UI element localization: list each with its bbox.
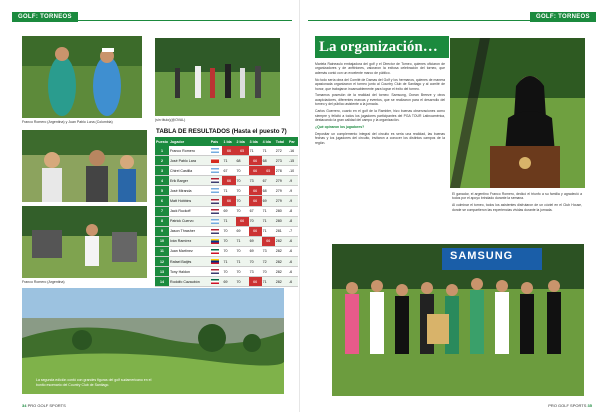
paragraph: Depositar un complemento integral del circuito es seria una realidad, las buenas fechas y los jugadores del circuito, invitaron a conocer los distintos campos de la región.	[315, 131, 445, 145]
table-cell-r3: 70	[249, 216, 262, 226]
country-flag	[210, 216, 223, 226]
table-cell-r3: 66	[249, 196, 262, 206]
table-cell-pos: 9	[155, 226, 169, 236]
table-header-row	[155, 137, 298, 146]
table-cell-r3: 69	[249, 246, 262, 256]
table-header-cell: Total	[275, 137, 288, 146]
table-cell-r4: 72	[262, 257, 275, 267]
table-cell-pos: 6	[155, 196, 169, 206]
table-header-cell: 3 Ida	[249, 137, 262, 146]
table-row	[155, 166, 298, 176]
table-cell-r2: 70	[236, 206, 249, 216]
flag-icon	[211, 188, 219, 193]
table-cell-name: Patrick Cuervo	[169, 216, 210, 226]
paragraph: Mariela Raineaulo embajadora del golf y el Director de Torneo, quienes oficiaron de organizadores y de anfitriones, valoraron la exitosa celebración del torneo, que además contó con un excelente marco de público.	[315, 62, 445, 75]
header-rule	[12, 20, 292, 21]
table-cell-r4: 67	[262, 176, 275, 186]
table-cell-pos: 14	[155, 277, 169, 287]
table-cell-r3: 69	[249, 236, 262, 246]
table-cell-pos: 1	[155, 146, 169, 156]
table-header-cell: País	[210, 137, 223, 146]
table-cell-total: 282	[275, 257, 288, 267]
country-flag	[210, 146, 223, 156]
table-cell-r3: 66	[249, 186, 262, 196]
country-flag	[210, 166, 223, 176]
table-cell-r2: 70	[236, 166, 249, 176]
table-cell-r4: 71	[262, 206, 275, 216]
table-cell-pos: 8	[155, 216, 169, 226]
table-cell-r1: 71	[222, 156, 235, 166]
table-cell-r2: 68	[236, 156, 249, 166]
table-cell-par: -6	[288, 257, 298, 267]
table-cell-r4: 71	[262, 277, 275, 287]
table-header-cell: 1 Ida	[222, 137, 235, 146]
table-cell-r1: 70	[222, 236, 235, 246]
table-cell-r2: 71	[236, 257, 249, 267]
table-cell-name: Matt Hobbins	[169, 196, 210, 206]
header-rule	[308, 20, 548, 21]
table-cell-r3: 71	[249, 146, 262, 156]
paragraph: El ganador, el argentino Franco Romero, dedicó el triunfo a su familia y agradeció a todos por el apoyo brindado durante la semana.	[452, 192, 582, 201]
table-cell-pos: 10	[155, 236, 169, 246]
table-cell-par: -9	[288, 186, 298, 196]
table-cell-total: 282	[275, 236, 288, 246]
table-cell-r4: 70	[262, 267, 275, 277]
table-cell-r2: 70	[236, 186, 249, 196]
table-cell-par: -8	[288, 216, 298, 226]
table-cell-r2: 70	[236, 246, 249, 256]
table-cell-r1: 67	[222, 166, 235, 176]
country-flag	[210, 257, 223, 267]
flag-icon	[211, 249, 219, 254]
table-cell-r1: 70	[222, 246, 235, 256]
table-cell-pos: 4	[155, 176, 169, 186]
table-cell-par: -9	[288, 176, 298, 186]
group-photo	[332, 244, 584, 396]
table-cell-r3: 73	[249, 176, 262, 186]
paragraph: No todo sería obra del Comité de Damas del Golf y los hermanos, quienes de manera apasionada organizaron el torneo junto al Country Club de Santiago y al comité de honor, que trabajaron incansablemente para lograr el éxito del torneo.	[315, 77, 445, 91]
flag-icon	[211, 279, 219, 284]
table-cell-par: -7	[288, 226, 298, 236]
table-cell-r1: 71	[222, 257, 235, 267]
table-header-cell: Puesto	[155, 137, 169, 146]
flag-icon	[211, 259, 219, 264]
table-cell-par: -16	[288, 146, 298, 156]
country-flag	[210, 206, 223, 216]
table-cell-total: 282	[275, 267, 288, 277]
table-cell-pos: 12	[155, 257, 169, 267]
table-cell-name: José Pablo Lara	[169, 156, 210, 166]
table-cell-name: Iván Ramírez	[169, 236, 210, 246]
flag-icon	[211, 239, 219, 244]
photo-caption: (sin título)(@OVAL)	[155, 118, 186, 122]
speaker-photo	[450, 38, 585, 188]
table-cell-par: -10	[288, 166, 298, 176]
table-cell-name: Jack Ruckoff	[169, 206, 210, 216]
flag-icon	[211, 269, 219, 274]
table-cell-total: 280	[275, 206, 288, 216]
table-cell-r3: 73	[249, 267, 262, 277]
table-cell-name: Chirel Castilla	[169, 166, 210, 176]
flag-icon	[211, 199, 219, 204]
photo-caption: Franco Romero (Argentina) y Juan Pablo Luna (Colombia)	[22, 120, 113, 124]
flag-icon	[211, 219, 219, 224]
table-cell-r3: 66	[249, 226, 262, 236]
table-row	[155, 176, 298, 186]
table-cell-r3: 66	[249, 156, 262, 166]
table-cell-r1: 69	[222, 277, 235, 287]
table-cell-total: 279	[275, 176, 288, 186]
table-cell-pos: 13	[155, 267, 169, 277]
table-cell-total: 278	[275, 166, 288, 176]
table-row	[155, 267, 298, 277]
table-cell-r2: 65	[236, 146, 249, 156]
landscape-caption: La segunda edición contó con grandes figuras del golf sudamericano en el bonito escenario del Country Club de Santiago.	[36, 378, 152, 387]
country-flag	[210, 186, 223, 196]
footer-brand: PRO GOLF SPORTS	[548, 403, 587, 408]
table-row	[155, 216, 298, 226]
paragraph: Carlos Guerrero, cuarto en el golf de la Rambler, hizo buenas observaciones como siempre y felicitó a todos los jugadores participantes del PGA TOUR Latinoamérica, destacando la gran calidad del campo y la organización.	[315, 109, 445, 122]
table-cell-par: -6	[288, 267, 298, 277]
table-cell-total: 279	[275, 196, 288, 206]
table-title: TABLA DE RESULTADOS (Hasta el puesto 7)	[156, 128, 287, 135]
table-row	[155, 206, 298, 216]
table-cell-r1: 66	[222, 176, 235, 186]
table-cell-par: -6	[288, 277, 298, 287]
flag-icon	[211, 148, 219, 153]
table-cell-r2: 71	[236, 236, 249, 246]
table-cell-total: 272	[275, 146, 288, 156]
country-flag	[210, 277, 223, 287]
section-tag: GOLF: TORNEOS	[530, 12, 596, 22]
table-header-cell: Par	[288, 137, 298, 146]
table-cell-r1: 66	[222, 146, 235, 156]
page-footer	[548, 403, 592, 408]
table-cell-r3: 66	[249, 166, 262, 176]
golfer-swing-photo	[22, 206, 147, 278]
table-row	[155, 226, 298, 236]
table-row	[155, 186, 298, 196]
table-cell-r1: 70	[222, 267, 235, 277]
flag-icon	[211, 209, 219, 214]
table-cell-total: 281	[275, 226, 288, 236]
paragraph: Tomamos posesión de la realidad del torneo: Samsung, Ocean Breeze y otros auspiciadores, diferentes marcas y eventos, que se realizaron para el desarrollo del torneo y del público asistente a la jornada.	[315, 93, 445, 107]
table-cell-name: Juan Martínez	[169, 246, 210, 256]
country-flag	[210, 226, 223, 236]
table-cell-r3: 67	[249, 206, 262, 216]
table-cell-r1: 66	[222, 196, 235, 206]
table-cell-r2: 70	[236, 267, 249, 277]
spectators-photo	[22, 130, 147, 202]
table-cell-total: 282	[275, 277, 288, 287]
table-cell-total: 279	[275, 186, 288, 196]
table-row	[155, 146, 298, 156]
table-cell-pos: 5	[155, 186, 169, 196]
table-cell-par: -9	[288, 196, 298, 206]
table-cell-total: 282	[275, 246, 288, 256]
country-flag	[210, 156, 223, 166]
table-cell-r4: 71	[262, 216, 275, 226]
table-cell-r1: 71	[222, 216, 235, 226]
flag-icon	[211, 178, 219, 183]
table-cell-r2: 70	[236, 196, 249, 206]
table-cell-total: 273	[275, 156, 288, 166]
table-cell-r2: 70	[236, 176, 249, 186]
country-flag	[210, 236, 223, 246]
table-cell-pos: 2	[155, 156, 169, 166]
results-table	[155, 137, 298, 287]
table-cell-r2: 69	[236, 226, 249, 236]
table-header-cell: 4 Ida	[262, 137, 275, 146]
page-footer	[22, 403, 66, 408]
table-row	[155, 246, 298, 256]
table-cell-name: José Miranda	[169, 186, 210, 196]
flag-icon	[211, 158, 219, 163]
flag-icon	[211, 168, 219, 173]
table-cell-r3: 70	[249, 257, 262, 267]
article-column-2	[452, 192, 582, 215]
table-cell-pos: 7	[155, 206, 169, 216]
page-number: 34	[22, 403, 27, 408]
table-cell-par: -6	[288, 236, 298, 246]
table-cell-par: -8	[288, 206, 298, 216]
country-flag	[210, 196, 223, 206]
table-header-cell: 2 Ida	[236, 137, 249, 146]
country-flag	[210, 267, 223, 277]
table-cell-r4: 65	[262, 166, 275, 176]
table-cell-r4: 73	[262, 246, 275, 256]
flag-icon	[211, 229, 219, 234]
country-flag	[210, 176, 223, 186]
table-cell-r4: 69	[262, 196, 275, 206]
table-cell-pos: 3	[155, 166, 169, 176]
article-column-1	[315, 62, 445, 148]
table-cell-par: -15	[288, 156, 298, 166]
table-row	[155, 156, 298, 166]
table-cell-r4: 68	[262, 186, 275, 196]
table-cell-name: Jason Thrasher	[169, 226, 210, 236]
table-row	[155, 196, 298, 206]
section-tag: GOLF: TORNEOS	[12, 12, 78, 22]
crowd-photo	[155, 38, 280, 116]
paragraph: Al culminar el torneo, todos los asistentes disfrutaron de un cóctel en el Club House, donde se compartieron las experiencias vividas durante la jornada.	[452, 203, 582, 212]
table-cell-r4: 71	[262, 146, 275, 156]
table-cell-r2: 66	[236, 216, 249, 226]
table-cell-r4: 66	[262, 236, 275, 246]
table-row	[155, 257, 298, 267]
headline: La organización…	[315, 36, 449, 58]
table-cell-total: 280	[275, 216, 288, 226]
table-cell-name: Franco Romero	[169, 146, 210, 156]
footer-brand: PRO GOLF SPORTS	[27, 403, 66, 408]
table-cell-r4: 71	[262, 226, 275, 236]
table-cell-pos: 11	[155, 246, 169, 256]
table-cell-name: Tony Haldon	[169, 267, 210, 277]
table-cell-r3: 66	[249, 277, 262, 287]
table-row	[155, 277, 298, 287]
table-cell-par: -6	[288, 246, 298, 256]
table-row	[155, 236, 298, 246]
table-header-cell: Jugador	[169, 137, 210, 146]
photo-caption: Franco Romero (Argentina)	[22, 280, 65, 284]
table-cell-r1: 69	[222, 206, 235, 216]
table-cell-name: Rodolfo Cazaubón	[169, 277, 210, 287]
sponsor-banner: SAMSUNG	[450, 250, 514, 262]
table-cell-r1: 71	[222, 186, 235, 196]
subhead: ¿Qué opinaron los jugadores?	[315, 124, 365, 129]
table-cell-name: Erik Barger	[169, 176, 210, 186]
country-flag	[210, 246, 223, 256]
page-number: 35	[587, 403, 592, 408]
table-cell-r2: 70	[236, 277, 249, 287]
table-cell-name: Rafael Batjés	[169, 257, 210, 267]
table-cell-r4: 68	[262, 156, 275, 166]
golfers-photo	[22, 36, 142, 118]
table-cell-r1: 70	[222, 226, 235, 236]
